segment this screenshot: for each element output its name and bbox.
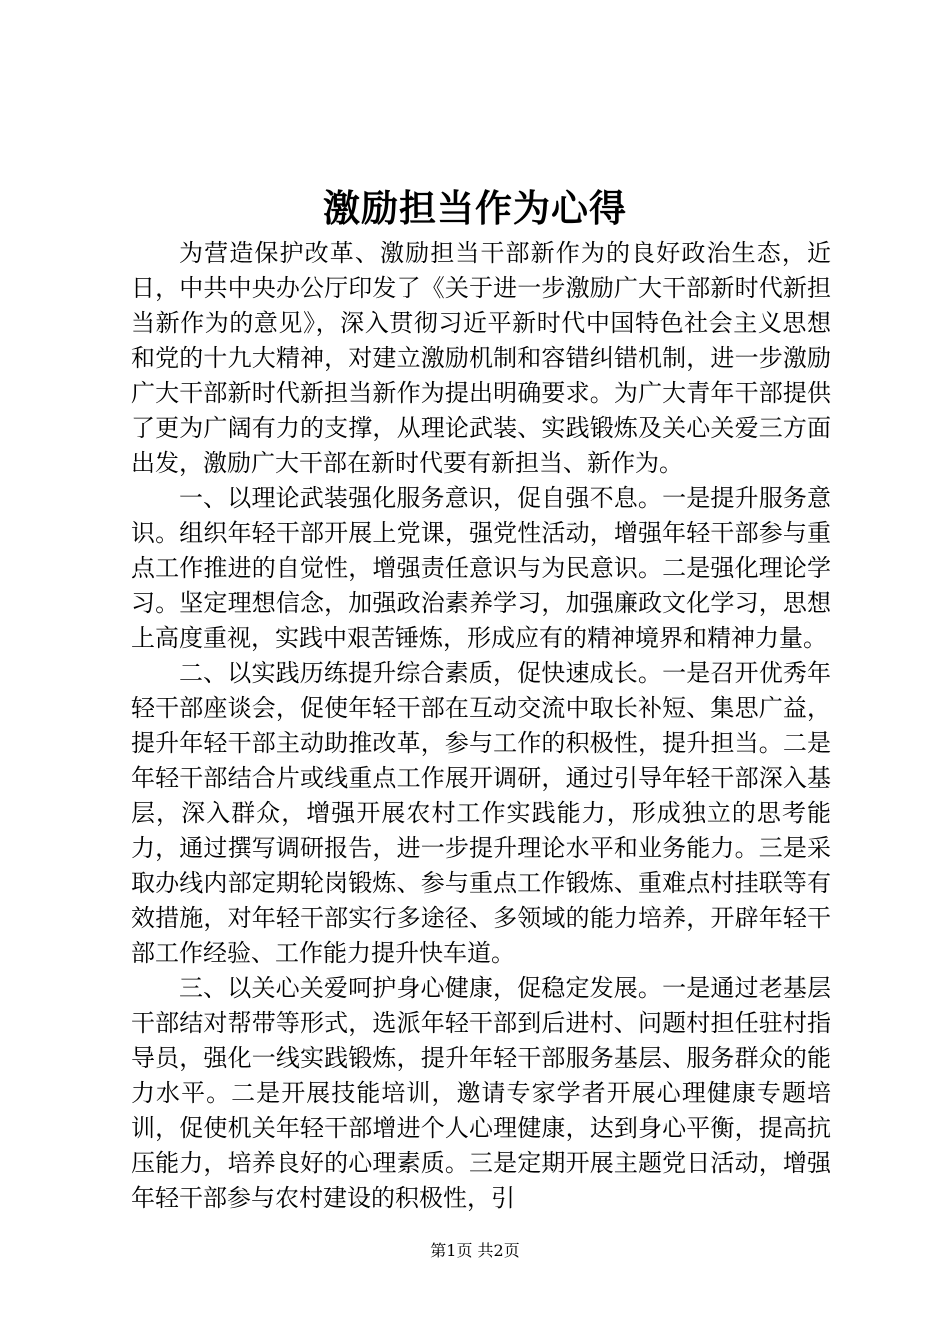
paragraph-intro: 为营造保护改革、激励担当干部新作为的良好政治生态，近日，中共中央办公厅印发了《关于进一步激励广大干部新时代新担当新作为的意见》，深入贯彻习近平新时代中国特色社会主义思想和党的十九大精神，对建立激励机制和容错纠错机制，进一步激励广大干部新时代新担当新作为提出明确要求。为广大青年干部提供了更为广阔有力的支撑，从理论武装、实践锻炼及关心关爱三方面出发，激励广大干部在新时代要有新担当、新作为。 [131, 239, 831, 477]
paragraph-section-2: 二、以实践历练提升综合素质，促快速成长。一是召开优秀年轻干部座谈会，促使年轻干部在互动交流中取长补短、集思广益，提升年轻干部主动助推改革，参与工作的积极性，提升担当。二是年轻干部结合片或线重点工作展开调研，通过引导年轻干部深入基层，深入群众，增强开展农村工作实践能力，形成独立的思考能力，通过撰写调研报告，进一步提升理论水平和业务能力。三是采取办线内部定期轮岗锻炼、参与重点工作锻炼、重难点村挂联等有效措施，对年轻干部实行多途径、多领域的能力培养，开辟年轻干部工作经验、工作能力提升快车道。 [131, 659, 831, 967]
paragraph-section-1: 一、以理论武装强化服务意识，促自强不息。一是提升服务意识。组织年轻干部开展上党课，强党性活动，增强年轻干部参与重点工作推进的自觉性，增强责任意识与为民意识。二是强化理论学习。坚定理想信念，加强政治素养学习，加强廉政文化学习，思想上高度重视，实践中艰苦锤炼，形成应有的精神境界和精神力量。 [131, 484, 831, 652]
page-footer: 第1页 共2页 [430, 1241, 520, 1260]
document-body [131, 236, 831, 1216]
paragraph-section-3: 三、以关心关爱呵护身心健康，促稳定发展。一是通过老基层干部结对帮带等形式，选派年轻干部到后进村、问题村担任驻村指导员，强化一线实践锻炼，提升年轻干部服务基层、服务群众的能力水平。二是开展技能培训，邀请专家学者开展心理健康专题培训，促使机关年轻干部增进个人心理健康，达到身心平衡，提高抗压能力，培养良好的心理素质。三是定期开展主题党日活动，增强年轻干部参与农村建设的积极性，引 [131, 974, 831, 1212]
document-title: 激励担当作为心得 [323, 186, 627, 230]
